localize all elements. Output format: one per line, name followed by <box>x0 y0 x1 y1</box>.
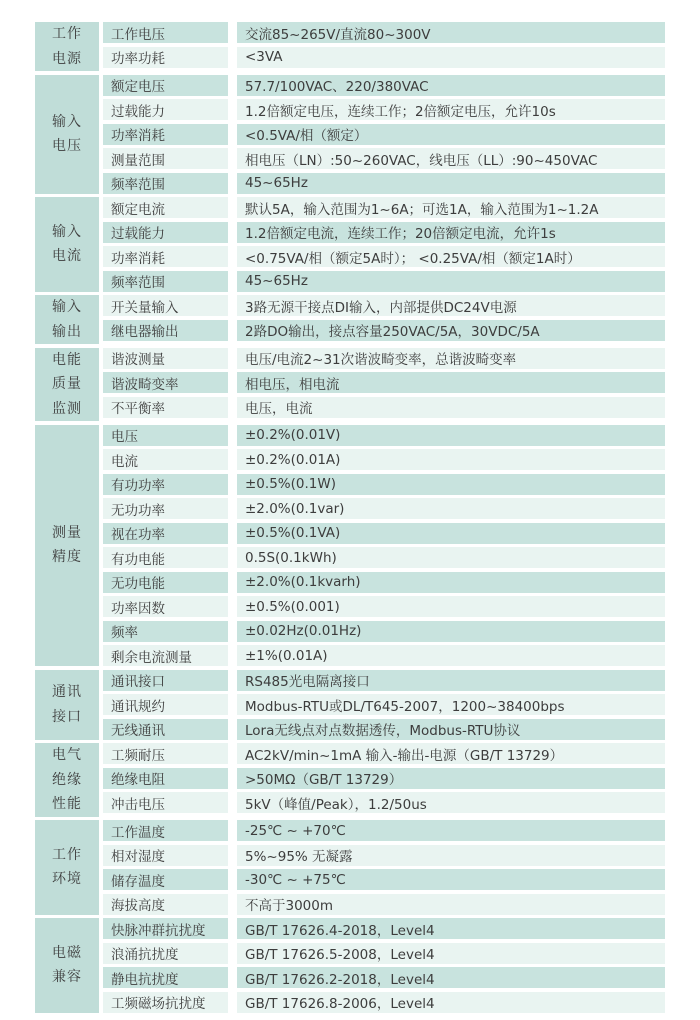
param-value: Lora无线点对点数据透传，Modbus-RTU协议 <box>237 719 665 740</box>
param-value: 交流85~265V/直流80~300V <box>237 22 665 43</box>
param-value: 电压/电流2~31次谐波畸变率，总谐波畸变率 <box>237 348 665 369</box>
param-label: 无线通讯 <box>103 719 228 740</box>
param-label: 频率 <box>103 621 228 642</box>
param-value: <0.5VA/相（额定） <box>237 124 665 145</box>
spec-row <box>103 222 665 243</box>
param-value: AC2kV/min~1mA 输入-输出-电源（GB/T 13729） <box>237 743 665 764</box>
param-value: 5%~95% 无凝露 <box>237 845 665 866</box>
spec-section <box>35 295 665 344</box>
param-label: 绝缘电阻 <box>103 768 228 789</box>
spec-section <box>35 743 665 817</box>
param-value: 1.2倍额定电流，连续工作；20倍额定电流，允许1s <box>237 222 665 243</box>
param-value: 默认5A，输入范围为1~6A；可选1A，输入范围为1~1.2A <box>237 197 665 218</box>
param-label: 储存温度 <box>103 869 228 890</box>
category-label-line: 质量 <box>52 376 82 392</box>
section-rows <box>103 425 665 667</box>
spec-row <box>103 348 665 369</box>
spec-row <box>103 148 665 169</box>
spec-row <box>103 124 665 145</box>
param-value: ±0.5%(0.001) <box>237 596 665 617</box>
spec-row <box>103 719 665 740</box>
category-cell <box>35 75 99 194</box>
param-value: ±0.2%(0.01A) <box>237 449 665 470</box>
param-value: ±1%(0.01A) <box>237 645 665 666</box>
param-value: -30℃ ~ +75℃ <box>237 869 665 890</box>
category-label-line: 电气 <box>52 747 82 763</box>
category-cell <box>35 197 99 292</box>
param-label: 视在功率 <box>103 523 228 544</box>
spec-row <box>103 173 665 194</box>
param-label: 无功电能 <box>103 572 228 593</box>
spec-section <box>35 918 665 1013</box>
category-label-line: 工作 <box>52 846 82 863</box>
param-value: ±0.02Hz(0.01Hz) <box>237 621 665 642</box>
param-value: 相电压，相电流 <box>237 372 665 393</box>
param-value: 5kV（峰值/Peak），1.2/50us <box>237 792 665 813</box>
spec-section <box>35 348 665 422</box>
section-rows <box>103 743 665 817</box>
spec-row <box>103 498 665 519</box>
param-label: 静电抗扰度 <box>103 967 228 988</box>
param-value: -25℃ ~ +70℃ <box>237 820 665 841</box>
section-rows <box>103 348 665 422</box>
section-rows <box>103 75 665 194</box>
category-label-line: 通讯 <box>52 684 82 700</box>
spec-row <box>103 547 665 568</box>
spec-row <box>103 22 665 43</box>
param-value: ±2.0%(0.1var) <box>237 498 665 519</box>
spec-row <box>103 295 665 316</box>
param-label: 电压 <box>103 425 228 446</box>
section-rows <box>103 197 665 292</box>
section-rows <box>103 918 665 1013</box>
param-value: GB/T 17626.8-2006，Level4 <box>237 992 665 1013</box>
param-value: 0.5S(0.1kWh) <box>237 547 665 568</box>
param-label: 谐波畸变率 <box>103 372 228 393</box>
spec-row <box>103 99 665 120</box>
spec-row <box>103 992 665 1013</box>
param-value: GB/T 17626.4-2018，Level4 <box>237 918 665 939</box>
param-value: 相电压（LN）:50~260VAC，线电压（LL）:90~450VAC <box>237 148 665 169</box>
param-label: 冲击电压 <box>103 792 228 813</box>
spec-row <box>103 845 665 866</box>
param-label: 功率因数 <box>103 596 228 617</box>
param-label: 剩余电流测量 <box>103 645 228 666</box>
section-rows <box>103 670 665 740</box>
spec-section <box>35 425 665 667</box>
param-value: 1.2倍额定电压，连续工作；2倍额定电压，允许10s <box>237 99 665 120</box>
category-label-line: 测量 <box>52 524 82 541</box>
spec-row <box>103 596 665 617</box>
spec-row <box>103 943 665 964</box>
category-label-line: 性能 <box>52 796 82 812</box>
category-label-line: 监测 <box>52 400 82 417</box>
spec-row <box>103 47 665 68</box>
param-label: 过载能力 <box>103 222 228 243</box>
param-label: 电流 <box>103 449 228 470</box>
spec-section <box>35 670 665 740</box>
spec-row <box>103 670 665 691</box>
param-value: 2路DO输出，接点容量250VAC/5A，30VDC/5A <box>237 320 665 341</box>
spec-row <box>103 75 665 96</box>
spec-row <box>103 320 665 341</box>
category-label-line: 兼容 <box>52 969 82 986</box>
spec-section <box>35 75 665 194</box>
spec-row <box>103 967 665 988</box>
param-value: RS485光电隔离接口 <box>237 670 665 691</box>
param-label: 浪涌抗扰度 <box>103 943 228 964</box>
category-label-line: 绝缘 <box>52 771 82 788</box>
param-label: 有功电能 <box>103 547 228 568</box>
category-label-line: 电能 <box>52 351 82 368</box>
param-label: 通讯规约 <box>103 694 228 715</box>
category-cell <box>35 425 99 667</box>
param-value: 3路无源干接点DI输入，内部提供DC24V电源 <box>237 295 665 316</box>
spec-row <box>103 197 665 218</box>
param-value: ±0.2%(0.01V) <box>237 425 665 446</box>
category-cell <box>35 22 99 71</box>
param-label: 谐波测量 <box>103 348 228 369</box>
category-cell <box>35 820 99 915</box>
category-label-line: 接口 <box>52 708 82 725</box>
spec-row <box>103 572 665 593</box>
spec-section <box>35 820 665 915</box>
spec-row <box>103 792 665 813</box>
param-label: 继电器输出 <box>103 320 228 341</box>
spec-table <box>35 22 665 1013</box>
param-label: 工频磁场抗扰度 <box>103 992 228 1013</box>
param-value: ±2.0%(0.1kvarh) <box>237 572 665 593</box>
param-label: 无功功率 <box>103 498 228 519</box>
param-value: ±0.5%(0.1W) <box>237 474 665 495</box>
param-value: Modbus-RTU或DL/T645-2007，1200~38400bps <box>237 694 665 715</box>
spec-row <box>103 425 665 446</box>
param-value: 电压，电流 <box>237 397 665 418</box>
param-label: 通讯接口 <box>103 670 228 691</box>
category-label-line: 输入 <box>52 299 82 315</box>
category-cell <box>35 670 99 740</box>
spec-row <box>103 743 665 764</box>
param-value: GB/T 17626.5-2008，Level4 <box>237 943 665 964</box>
spec-row <box>103 869 665 890</box>
spec-row <box>103 768 665 789</box>
category-label-line: 环境 <box>52 871 82 888</box>
spec-section <box>35 197 665 292</box>
param-value: 57.7/100VAC、220/380VAC <box>237 75 665 96</box>
param-label: 快脉冲群抗扰度 <box>103 918 228 939</box>
spec-row <box>103 645 665 666</box>
spec-row <box>103 397 665 418</box>
category-label-line: 输入 <box>52 223 82 240</box>
section-rows <box>103 295 665 344</box>
category-cell <box>35 743 99 817</box>
spec-row <box>103 694 665 715</box>
category-cell <box>35 918 99 1013</box>
param-value: <3VA <box>237 47 665 68</box>
param-label: 工作温度 <box>103 820 228 841</box>
spec-row <box>103 449 665 470</box>
param-label: 功率功耗 <box>103 47 228 68</box>
spec-section <box>35 22 665 71</box>
param-label: 工频耐压 <box>103 743 228 764</box>
param-label: 相对湿度 <box>103 845 228 866</box>
spec-row <box>103 271 665 292</box>
param-label: 海拔高度 <box>103 894 228 915</box>
category-label-line: 工作 <box>52 26 82 42</box>
category-label-line: 电源 <box>52 50 82 67</box>
category-label-line: 精度 <box>52 549 82 566</box>
spec-row <box>103 474 665 495</box>
param-label: 功率消耗 <box>103 246 228 267</box>
param-label: 不平衡率 <box>103 397 228 418</box>
param-label: 有功功率 <box>103 474 228 495</box>
section-rows <box>103 22 665 71</box>
section-rows <box>103 820 665 915</box>
category-label-line: 输出 <box>52 323 82 340</box>
category-label-line: 输入 <box>52 113 82 130</box>
param-label: 测量范围 <box>103 148 228 169</box>
param-value: 45~65Hz <box>237 173 665 194</box>
param-label: 额定电压 <box>103 75 228 96</box>
category-cell <box>35 348 99 422</box>
param-label: 频率范围 <box>103 173 228 194</box>
param-label: 额定电流 <box>103 197 228 218</box>
spec-row <box>103 621 665 642</box>
param-label: 功率消耗 <box>103 124 228 145</box>
param-label: 频率范围 <box>103 271 228 292</box>
spec-row <box>103 820 665 841</box>
param-value: GB/T 17626.2-2018，Level4 <box>237 967 665 988</box>
param-label: 过载能力 <box>103 99 228 120</box>
spec-row <box>103 894 665 915</box>
spec-row <box>103 918 665 939</box>
param-label: 工作电压 <box>103 22 228 43</box>
category-cell <box>35 295 99 344</box>
param-label: 开关量输入 <box>103 295 228 316</box>
category-label-line: 电磁 <box>52 944 82 961</box>
spec-row <box>103 523 665 544</box>
category-label-line: 电压 <box>52 138 82 154</box>
spec-row <box>103 372 665 393</box>
param-value: >50MΩ（GB/T 13729） <box>237 768 665 789</box>
spec-row <box>103 246 665 267</box>
param-value: 45~65Hz <box>237 271 665 292</box>
param-value: <0.75VA/相（额定5A时）； <0.25VA/相（额定1A时） <box>237 246 665 267</box>
category-label-line: 电流 <box>52 248 82 265</box>
param-value: 不高于3000m <box>237 894 665 915</box>
param-value: ±0.5%(0.1VA) <box>237 523 665 544</box>
